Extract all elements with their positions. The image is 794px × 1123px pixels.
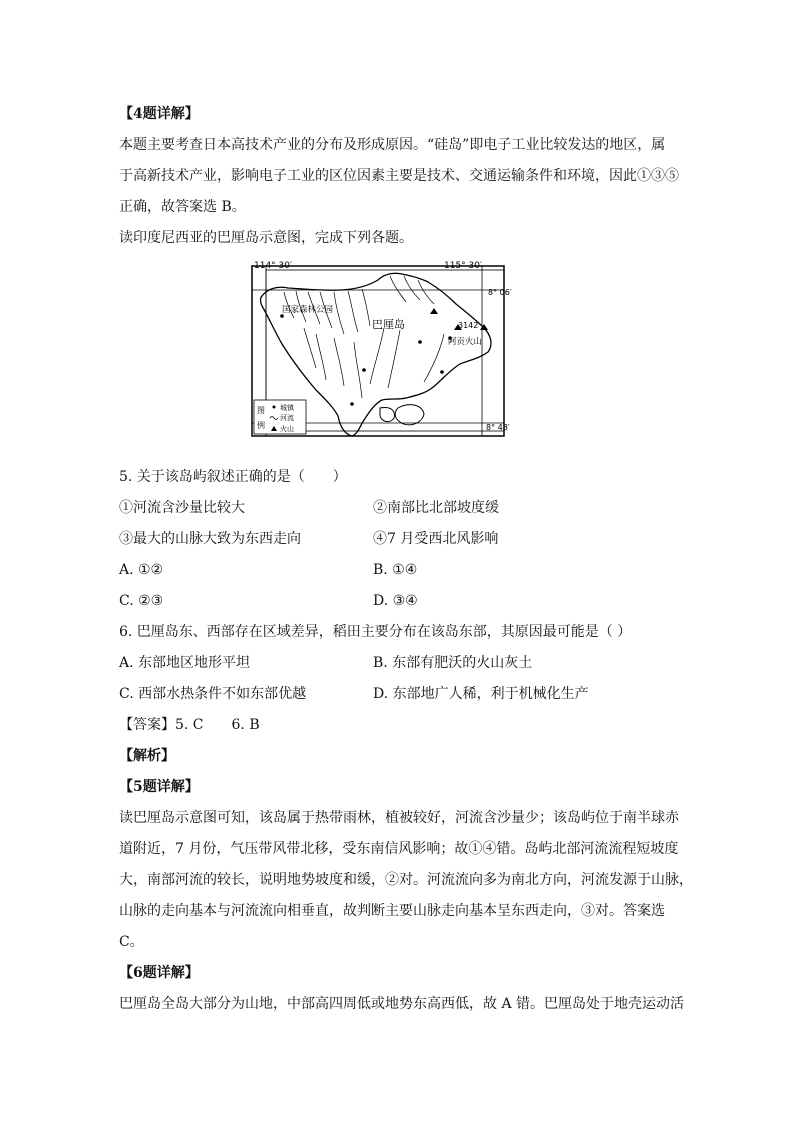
q4-explanation-line: 于高新技术产业，影响电子工业的区位因素主要是技术、交通运输条件和环境，因此①③⑤: [119, 168, 679, 184]
legend-town-label: 城镇: [280, 404, 294, 412]
analysis-header: 【解析】: [119, 748, 175, 764]
lat-label-south: 8° 48′: [486, 423, 510, 432]
legend-volcano-label: 火山: [280, 425, 294, 433]
section-header-q4: 【4题详解】: [119, 106, 199, 122]
q5-option-b: B. ①④: [373, 562, 418, 578]
town-marker: [350, 402, 354, 406]
label-agung-volcano: 阿贡火山: [448, 337, 483, 347]
q5-explanation-line: 山脉的走向基本与河流流向相垂直，故判断主要山脉走向基本呈东西走向，③对。答案选: [119, 903, 665, 919]
lat-label-north: 8° 06′: [488, 288, 512, 297]
q5-explanation-line: 道附近，7 月份，气压带风带北移，受东南信风影响；故①④错。岛屿北部河流流程短坡度: [119, 841, 679, 857]
town-marker: [362, 368, 366, 372]
q5-option-d: D. ③④: [373, 593, 418, 609]
legend-title: 例: [257, 421, 265, 430]
q6-option-d: D. 东部地广人稀，利于机械化生产: [373, 686, 589, 702]
q5-statement: ①河流含沙量比较大: [119, 500, 245, 516]
q5-statement: ②南部比北部坡度缓: [373, 500, 499, 516]
section-header-q6: 【6题详解】: [119, 965, 199, 981]
reading-intro: 读印度尼西亚的巴厘岛示意图，完成下列各题。: [119, 230, 413, 246]
label-bali-island: 巴厘岛: [372, 318, 405, 331]
label-national-forest-park: 国家森林公园: [282, 305, 334, 315]
q6-explanation-line: 巴厘岛全岛大部分为山地，中部高四周低或地势东高西低，故 A 错。巴厘岛处于地壳运动活: [119, 996, 685, 1012]
q6-option-c: C. 西部水热条件不如东部优越: [119, 686, 307, 702]
town-marker: [418, 340, 422, 344]
q5-statement: ③最大的山脉大致为东西走向: [119, 531, 301, 547]
answer-line: 【答案】5. C 6. B: [119, 717, 260, 733]
q5-explanation-line: 读巴厘岛示意图可知，该岛属于热带雨林，植被较好，河流含沙量少；该岛屿位于南半球赤: [119, 810, 679, 826]
q4-explanation-line: 正确，故答案选 B。: [119, 199, 246, 215]
q5-explanation-line: 大，南部河流的较长，说明地势坡度和缓，②对。河流流向多为南北方向，河流发源于山脉，: [119, 872, 693, 888]
section-header-q5: 【5题详解】: [119, 779, 199, 795]
town-marker: [440, 370, 444, 374]
q4-explanation-line: 本题主要考查日本高技术产业的分布及形成原因。“硅岛”即电子工业比较发达的地区，属: [119, 137, 666, 153]
town-legend-icon: [273, 406, 276, 409]
q5-explanation-line: C。: [119, 934, 144, 950]
lon-label-west: 114° 30′: [254, 261, 293, 271]
q6-option-a: A. 东部地区地形平坦: [119, 655, 251, 671]
legend-title: 图: [257, 406, 265, 415]
lon-label-east: 115° 30′: [444, 261, 483, 271]
q5-statement: ④7 月受西北风影响: [373, 531, 499, 547]
label-elevation: 3142: [458, 321, 479, 330]
map-legend: [254, 400, 306, 434]
question-5-stem: 5. 关于该岛屿叙述正确的是（ ）: [119, 469, 347, 485]
q6-option-b: B. 东部有肥沃的火山灰土: [373, 655, 533, 671]
q5-option-a: A. ①②: [119, 562, 164, 578]
bali-map-figure: [244, 258, 517, 440]
question-6-stem: 6. 巴厘岛东、西部存在区域差异，稻田主要分布在该岛东部，其原因最可能是（ ）: [119, 624, 632, 640]
q5-option-c: C. ②③: [119, 593, 164, 609]
legend-river-label: 河流: [280, 414, 294, 422]
